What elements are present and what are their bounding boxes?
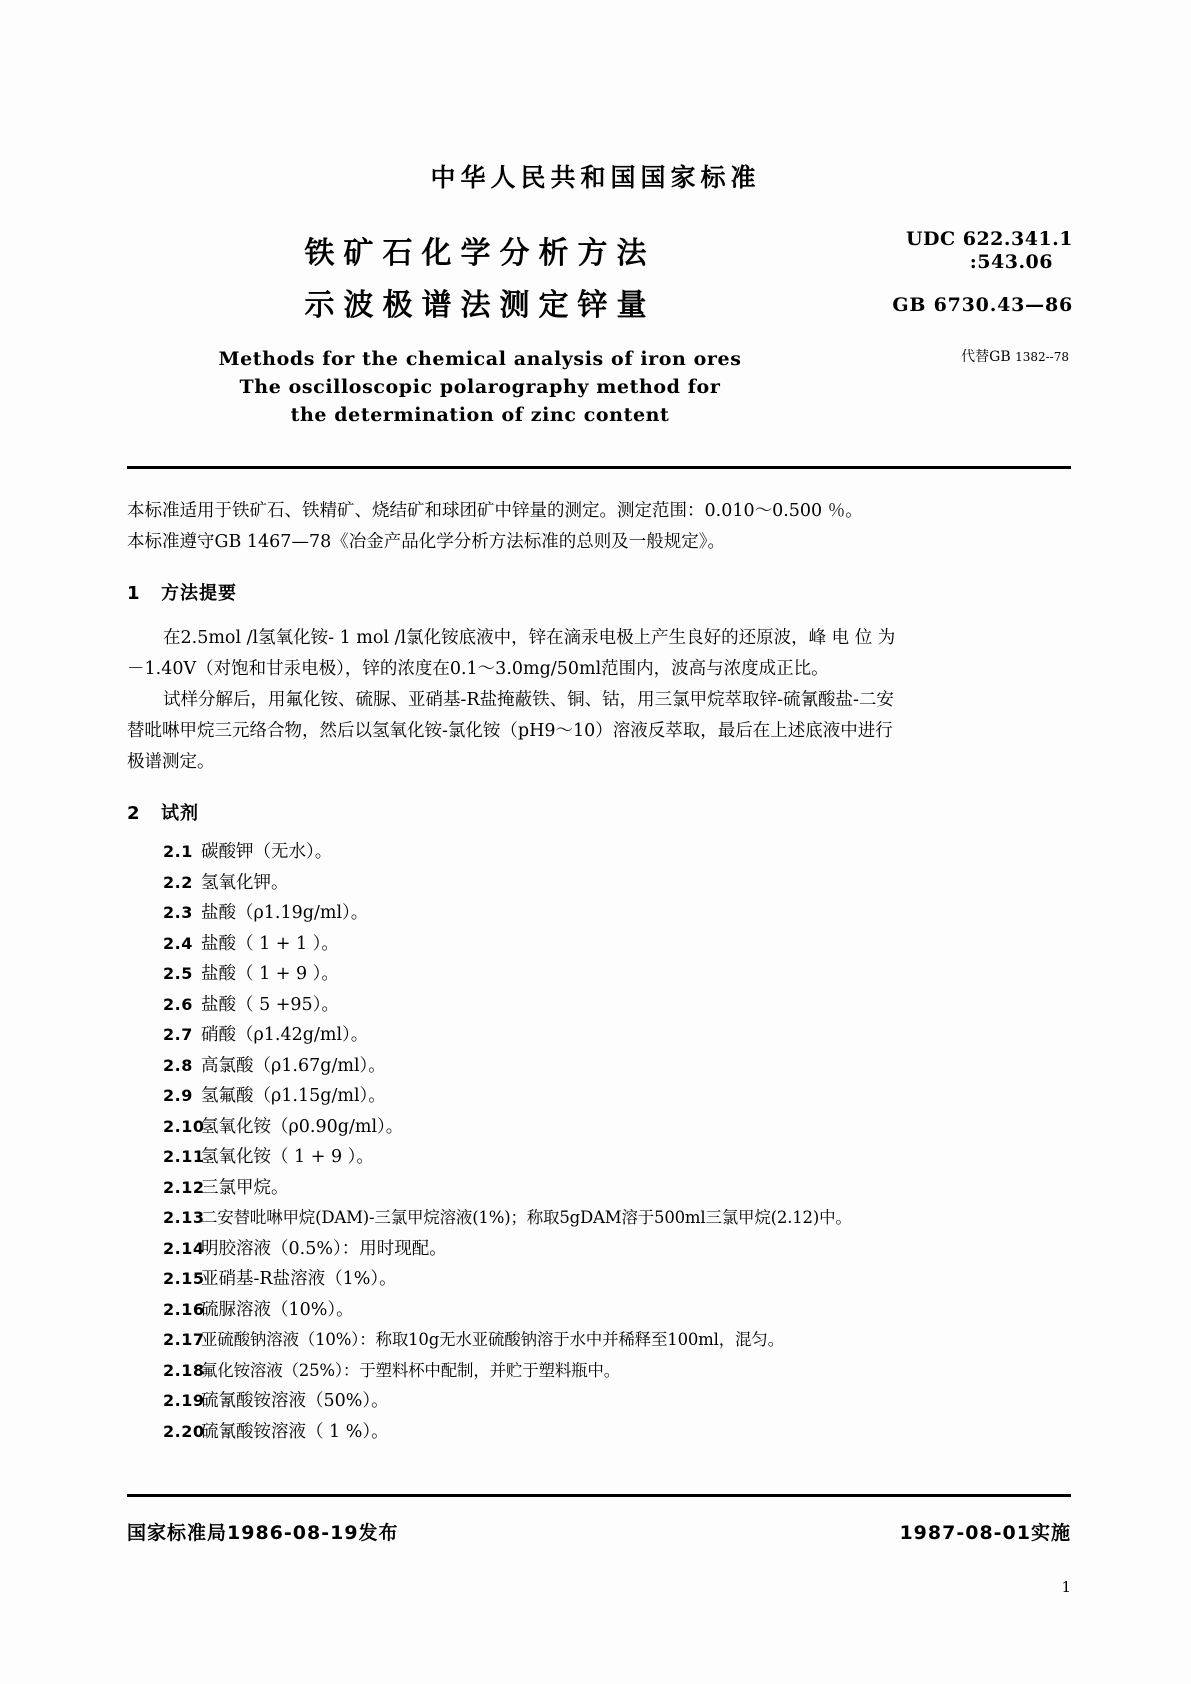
reagent-number: 2.14 <box>163 1238 205 1258</box>
reagent-number: 2.1 <box>163 842 193 861</box>
reagent-number: 2.20 <box>163 1421 205 1441</box>
udc-number-line-2: :543.06 <box>969 251 1053 273</box>
reagent-item <box>127 1325 1071 1356</box>
section-1-number: 1 <box>127 583 141 604</box>
section-1-para-2-line-3: 极谱测定。 <box>127 752 215 772</box>
reagent-text: 氢氧化铵（ρ0.90g/ml）。 <box>201 1116 404 1137</box>
national-standard-heading: 中华人民共和国国家标准 <box>430 163 761 192</box>
section-1-heading <box>127 578 1071 609</box>
reagent-item <box>127 1264 1071 1295</box>
reagent-item <box>127 898 1071 929</box>
reagent-text: 亚硝基-R盐溶液（1%）。 <box>201 1269 397 1289</box>
page-footer <box>127 1518 1071 1545</box>
reagent-item <box>127 1173 1071 1204</box>
reagent-text: 盐酸（ 1 + 1 ）。 <box>201 933 339 954</box>
issue-date-text: 国家标准局1986-08-19发布 <box>127 1522 399 1544</box>
chinese-title-line-2: 示波极谱法测定锌量 <box>304 288 656 323</box>
reagent-item <box>127 959 1071 990</box>
reagent-number: 2.13 <box>163 1208 205 1227</box>
reagent-text: 亚硫酸钠溶液（10%）：称取10g无水亚硫酸钠溶于水中并稀释至100ml，混匀。 <box>201 1330 784 1349</box>
reagent-item <box>127 1417 1071 1448</box>
reagent-text: 氟化铵溶液（25%）：于塑料杯中配制，并贮于塑料瓶中。 <box>201 1360 621 1380</box>
english-title-block <box>150 345 810 429</box>
reagent-text: 氢氧化钾。 <box>201 872 289 893</box>
reagent-item <box>127 1203 1071 1234</box>
reagent-item <box>127 990 1071 1021</box>
reagent-item <box>127 1142 1071 1173</box>
reagent-number: 2.11 <box>163 1147 205 1166</box>
reagent-list <box>127 837 1071 1447</box>
reagent-number: 2.10 <box>163 1116 205 1136</box>
reagent-item <box>127 1051 1071 1082</box>
reagent-text: 盐酸（ρ1.19g/ml）。 <box>201 903 369 923</box>
footer-divider-rule <box>127 1494 1071 1497</box>
reagent-text: 氢氟酸（ρ1.15g/ml）。 <box>201 1086 386 1106</box>
reagent-number: 2.15 <box>163 1269 205 1288</box>
reagent-text: 硫氰酸铵溶液（ 1 %）。 <box>201 1421 389 1442</box>
reagent-text: 二安替吡啉甲烷(DAM)-三氯甲烷溶液(1%)；称取5gDAM溶于500ml三氯甲烷(2.12)中。 <box>201 1208 852 1227</box>
document-body <box>127 496 1071 1447</box>
section-2-number: 2 <box>127 803 141 824</box>
reagent-number: 2.17 <box>163 1330 205 1349</box>
reagent-item <box>127 868 1071 899</box>
reagent-text: 明胶溶液（0.5%）：用时现配。 <box>201 1238 447 1259</box>
section-1-para-2-line-1: 试样分解后，用氟化铵、硫脲、亚硝基-R盐掩蔽铁、铜、钴，用三氯甲烷萃取锌-硫氰酸盐-二安 <box>163 690 894 710</box>
reagent-item <box>127 837 1071 868</box>
section-1-para-2-line-2: 替吡啉甲烷三元络合物，然后以氢氧化铵-氯化铵（pH9～10）溶液反萃取，最后在上述底液中进行 <box>127 721 893 741</box>
reagent-text: 盐酸（ 1 + 9 ）。 <box>201 964 339 984</box>
reagent-text: 高氯酸（ρ1.67g/ml）。 <box>201 1055 386 1076</box>
chinese-title-line-1: 铁矿石化学分析方法 <box>304 236 656 271</box>
english-title-line-3: the determination of zinc content <box>290 404 670 426</box>
section-1-para-1-line-2: －1.40V（对饱和甘汞电极），锌的浓度在0.1～3.0mg/50ml范围内，波高与浓度成正比。 <box>127 659 829 679</box>
section-2-title: 试剂 <box>161 803 199 824</box>
reagent-text: 三氯甲烷。 <box>201 1177 289 1198</box>
english-title-line-1: Methods for the chemical analysis of iron ores <box>218 348 742 370</box>
reagent-text: 硝酸（ρ1.42g/ml）。 <box>201 1025 369 1045</box>
replaces-standard-note <box>892 346 1069 366</box>
reagent-text: 硫氰酸铵溶液（50%）。 <box>201 1391 389 1411</box>
reagent-number: 2.19 <box>163 1391 205 1410</box>
reagent-text: 氢氧化铵（ 1 + 9 ）。 <box>201 1147 374 1167</box>
reagent-item <box>127 929 1071 960</box>
reagent-item <box>127 1081 1071 1112</box>
reagent-item <box>127 1112 1071 1143</box>
reagent-number: 2.5 <box>163 964 193 983</box>
gb-standard-number: GB 6730.43—86 <box>892 294 1073 316</box>
reagent-item <box>127 1295 1071 1326</box>
section-1-title: 方法提要 <box>161 583 237 604</box>
chinese-title-block <box>160 228 800 332</box>
reagent-number: 2.9 <box>163 1086 193 1105</box>
reagent-number: 2.6 <box>163 994 193 1014</box>
udc-number-line-1: UDC 622.341.1 <box>905 228 1073 250</box>
page-number: 1 <box>1061 1578 1071 1596</box>
reagent-item <box>127 1020 1071 1051</box>
reagent-item <box>127 1386 1071 1417</box>
replaces-label: 代替GB <box>961 349 1011 365</box>
reagent-number: 2.4 <box>163 933 193 953</box>
reagent-text: 碳酸钾（无水）。 <box>201 842 333 862</box>
reagent-number: 2.3 <box>163 903 193 922</box>
reagent-number: 2.12 <box>163 1177 205 1197</box>
reagent-text: 盐酸（ 5 +95）。 <box>201 994 339 1015</box>
reagent-number: 2.7 <box>163 1025 193 1044</box>
english-title-line-2: The oscilloscopic polarography method for <box>239 376 721 398</box>
replaces-value: 1382--78 <box>1015 350 1069 364</box>
reagent-text: 硫脲溶液（10%）。 <box>201 1299 354 1320</box>
section-2-heading <box>127 798 1071 829</box>
reagent-item <box>127 1234 1071 1265</box>
scope-line-1: 本标准适用于铁矿石、铁精矿、烧结矿和球团矿中锌量的测定。测定范围：0.010～0.500 ％。 <box>127 501 863 521</box>
header-divider-rule <box>127 466 1071 469</box>
reagent-number: 2.2 <box>163 872 193 892</box>
reagent-number: 2.18 <box>163 1360 205 1380</box>
effective-date-text: 1987-08-01实施 <box>899 1522 1071 1544</box>
standard-code-block <box>892 228 1073 366</box>
section-1-para-1-line-1: 在2.5mol /l氢氧化铵- 1 mol /l氯化铵底液中，锌在滴汞电极上产生良好的还原波，峰 电 位 为 <box>163 628 896 648</box>
reagent-number: 2.16 <box>163 1299 205 1319</box>
reagent-number: 2.8 <box>163 1055 193 1075</box>
scope-line-2: 本标准遵守GB 1467—78《冶金产品化学分析方法标准的总则及一般规定》。 <box>127 532 725 552</box>
reagent-item <box>127 1356 1071 1387</box>
